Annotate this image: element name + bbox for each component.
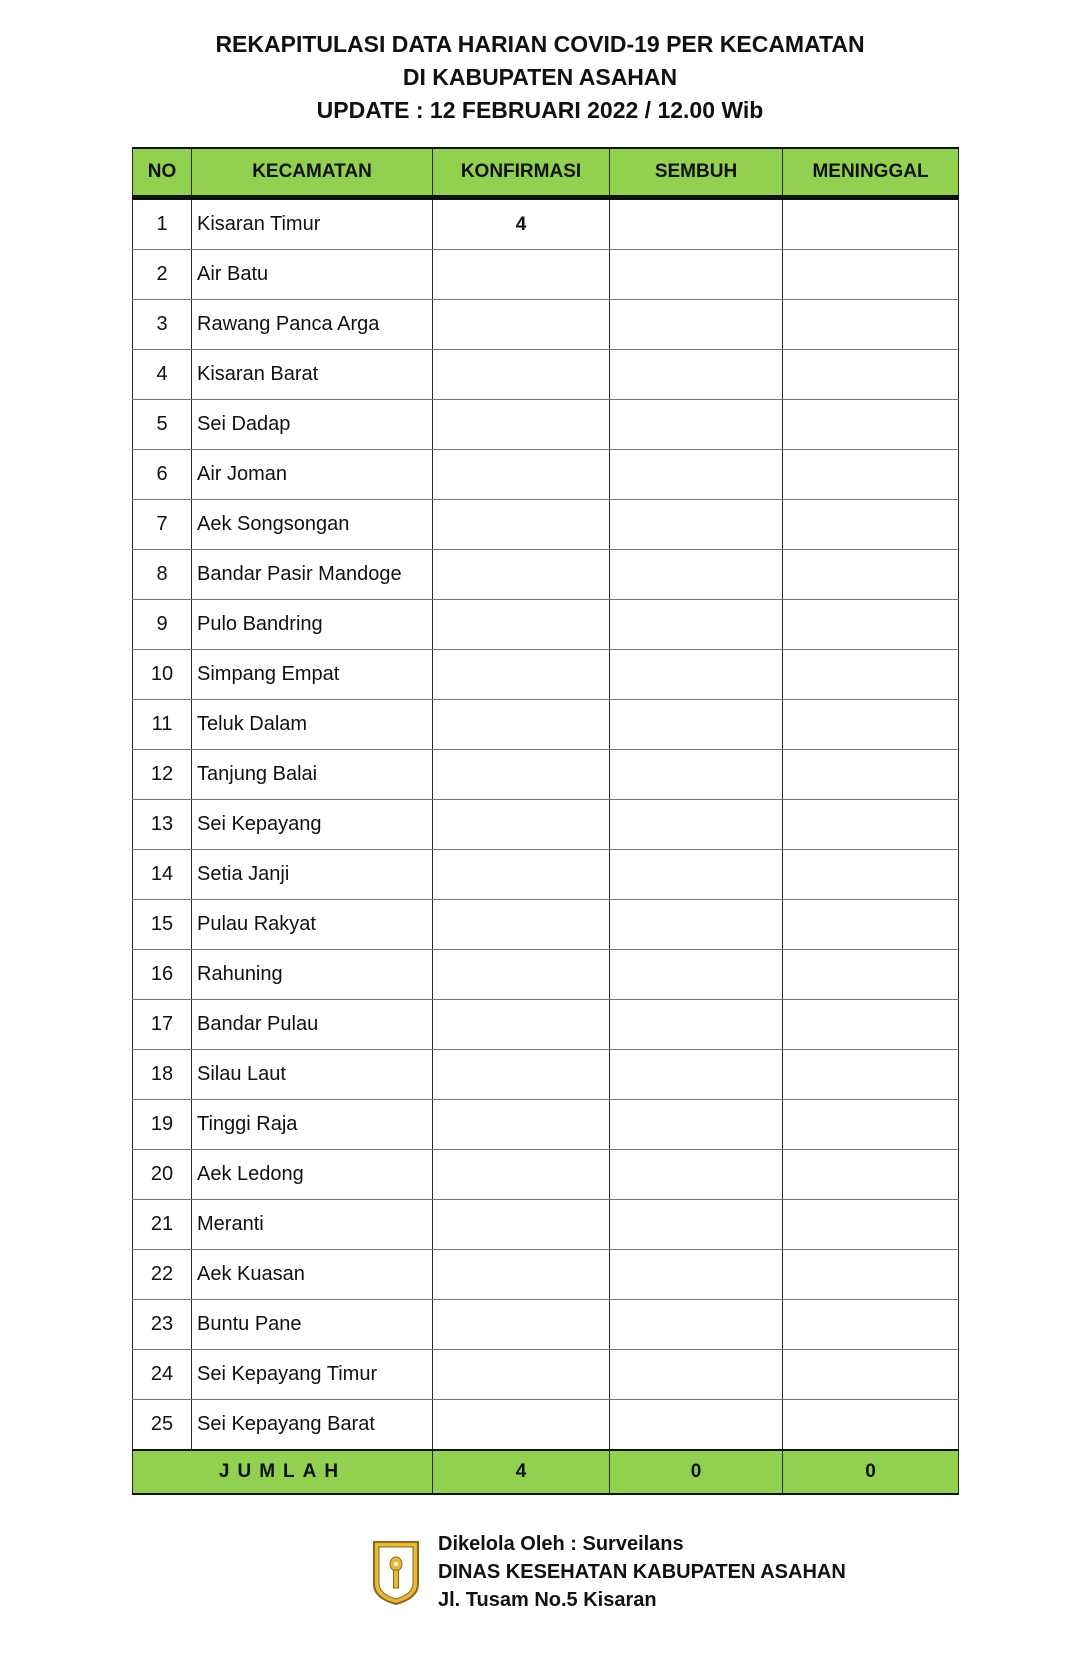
row-no: 17 bbox=[133, 1000, 192, 1050]
row-meninggal bbox=[783, 750, 959, 800]
footer bbox=[370, 1530, 930, 1620]
row-konfirmasi bbox=[433, 300, 610, 350]
row-meninggal bbox=[783, 700, 959, 750]
total-sembuh: 0 bbox=[610, 1450, 783, 1494]
row-konfirmasi bbox=[433, 550, 610, 600]
row-meninggal bbox=[783, 1200, 959, 1250]
row-no: 6 bbox=[133, 450, 192, 500]
row-sembuh bbox=[610, 800, 783, 850]
row-sembuh bbox=[610, 650, 783, 700]
table-row bbox=[133, 900, 959, 950]
row-konfirmasi bbox=[433, 900, 610, 950]
row-sembuh bbox=[610, 1200, 783, 1250]
table-row bbox=[133, 400, 959, 450]
row-meninggal bbox=[783, 500, 959, 550]
row-sembuh bbox=[610, 950, 783, 1000]
row-no: 1 bbox=[133, 198, 192, 250]
row-no: 11 bbox=[133, 700, 192, 750]
header-kecamatan: KECAMATAN bbox=[192, 148, 433, 198]
row-sembuh bbox=[610, 1400, 783, 1451]
header-konfirmasi: KONFIRMASI bbox=[433, 148, 610, 198]
row-konfirmasi bbox=[433, 1400, 610, 1451]
row-konfirmasi bbox=[433, 800, 610, 850]
title-line-2: DI KABUPATEN ASAHAN bbox=[402, 64, 678, 90]
total-label: JUMLAH bbox=[133, 1450, 433, 1494]
row-no: 25 bbox=[133, 1400, 192, 1451]
row-sembuh bbox=[610, 1100, 783, 1150]
row-meninggal bbox=[783, 300, 959, 350]
row-konfirmasi bbox=[433, 1200, 610, 1250]
total-konfirmasi: 4 bbox=[433, 1450, 610, 1494]
table-row bbox=[133, 650, 959, 700]
surveilans-epidemiologi-logo-icon bbox=[370, 1538, 422, 1606]
row-meninggal bbox=[783, 900, 959, 950]
row-konfirmasi bbox=[433, 1100, 610, 1150]
row-konfirmasi bbox=[433, 850, 610, 900]
row-kecamatan: Aek Kuasan bbox=[192, 1250, 433, 1300]
row-meninggal bbox=[783, 650, 959, 700]
table-row bbox=[133, 750, 959, 800]
footer-managed-by: Dikelola Oleh : Surveilans bbox=[438, 1533, 684, 1555]
row-no: 20 bbox=[133, 1150, 192, 1200]
row-meninggal bbox=[783, 400, 959, 450]
row-sembuh bbox=[610, 1000, 783, 1050]
row-kecamatan: Air Joman bbox=[192, 450, 433, 500]
row-sembuh bbox=[610, 500, 783, 550]
row-konfirmasi bbox=[433, 350, 610, 400]
row-kecamatan: Simpang Empat bbox=[192, 650, 433, 700]
row-no: 23 bbox=[133, 1300, 192, 1350]
table-row bbox=[133, 1050, 959, 1100]
row-konfirmasi bbox=[433, 1350, 610, 1400]
table-row bbox=[133, 1400, 959, 1451]
row-kecamatan: Aek Songsongan bbox=[192, 500, 433, 550]
row-konfirmasi bbox=[433, 1150, 610, 1200]
row-kecamatan: Air Batu bbox=[192, 250, 433, 300]
table-row bbox=[133, 850, 959, 900]
footer-address: Jl. Tusam No.5 Kisaran bbox=[438, 1589, 657, 1611]
row-sembuh bbox=[610, 700, 783, 750]
row-sembuh bbox=[610, 1250, 783, 1300]
row-kecamatan: Bandar Pulau bbox=[192, 1000, 433, 1050]
row-kecamatan: Tanjung Balai bbox=[192, 750, 433, 800]
table-row bbox=[133, 1200, 959, 1250]
row-konfirmasi bbox=[433, 1300, 610, 1350]
row-no: 4 bbox=[133, 350, 192, 400]
row-meninggal bbox=[783, 198, 959, 250]
row-sembuh bbox=[610, 450, 783, 500]
row-kecamatan: Kisaran Barat bbox=[192, 350, 433, 400]
row-meninggal bbox=[783, 1400, 959, 1451]
table-body bbox=[133, 198, 959, 1451]
header-sembuh: SEMBUH bbox=[610, 148, 783, 198]
row-meninggal bbox=[783, 550, 959, 600]
row-konfirmasi bbox=[433, 1050, 610, 1100]
table-row bbox=[133, 1000, 959, 1050]
row-sembuh bbox=[610, 1350, 783, 1400]
row-konfirmasi bbox=[433, 700, 610, 750]
row-no: 9 bbox=[133, 600, 192, 650]
row-kecamatan: Setia Janji bbox=[192, 850, 433, 900]
header-meninggal: MENINGGAL bbox=[783, 148, 959, 198]
table-total-row bbox=[133, 1450, 959, 1494]
row-sembuh bbox=[610, 550, 783, 600]
row-meninggal bbox=[783, 1350, 959, 1400]
row-kecamatan: Sei Dadap bbox=[192, 400, 433, 450]
row-konfirmasi bbox=[433, 1250, 610, 1300]
table-row bbox=[133, 250, 959, 300]
table-row bbox=[133, 1350, 959, 1400]
row-kecamatan: Aek Ledong bbox=[192, 1150, 433, 1200]
table-row bbox=[133, 450, 959, 500]
footer-agency: DINAS KESEHATAN KABUPATEN ASAHAN bbox=[438, 1561, 846, 1583]
row-konfirmasi bbox=[433, 250, 610, 300]
footer-text bbox=[438, 1530, 846, 1614]
table-row bbox=[133, 800, 959, 850]
row-sembuh bbox=[610, 1300, 783, 1350]
row-meninggal bbox=[783, 350, 959, 400]
row-kecamatan: Kisaran Timur bbox=[192, 198, 433, 250]
row-meninggal bbox=[783, 950, 959, 1000]
row-meninggal bbox=[783, 850, 959, 900]
row-konfirmasi: 4 bbox=[433, 198, 610, 250]
row-meninggal bbox=[783, 1000, 959, 1050]
title-line-1: REKAPITULASI DATA HARIAN COVID-19 PER KECAMATAN bbox=[215, 31, 865, 57]
row-no: 22 bbox=[133, 1250, 192, 1300]
row-no: 10 bbox=[133, 650, 192, 700]
row-kecamatan: Bandar Pasir Mandoge bbox=[192, 550, 433, 600]
row-no: 5 bbox=[133, 400, 192, 450]
row-konfirmasi bbox=[433, 600, 610, 650]
row-meninggal bbox=[783, 600, 959, 650]
table-row bbox=[133, 1150, 959, 1200]
row-no: 12 bbox=[133, 750, 192, 800]
row-konfirmasi bbox=[433, 650, 610, 700]
row-kecamatan: Sei Kepayang bbox=[192, 800, 433, 850]
row-sembuh bbox=[610, 900, 783, 950]
row-sembuh bbox=[610, 1050, 783, 1100]
row-kecamatan: Sei Kepayang Barat bbox=[192, 1400, 433, 1451]
row-kecamatan: Teluk Dalam bbox=[192, 700, 433, 750]
row-no: 24 bbox=[133, 1350, 192, 1400]
table-row bbox=[133, 300, 959, 350]
row-kecamatan: Pulau Rakyat bbox=[192, 900, 433, 950]
row-kecamatan: Buntu Pane bbox=[192, 1300, 433, 1350]
row-kecamatan: Silau Laut bbox=[192, 1050, 433, 1100]
table-row bbox=[133, 500, 959, 550]
row-no: 19 bbox=[133, 1100, 192, 1150]
row-konfirmasi bbox=[433, 750, 610, 800]
row-konfirmasi bbox=[433, 1000, 610, 1050]
row-no: 14 bbox=[133, 850, 192, 900]
row-meninggal bbox=[783, 250, 959, 300]
row-no: 18 bbox=[133, 1050, 192, 1100]
row-no: 21 bbox=[133, 1200, 192, 1250]
row-sembuh bbox=[610, 250, 783, 300]
table-row bbox=[133, 198, 959, 250]
row-kecamatan: Rahuning bbox=[192, 950, 433, 1000]
row-sembuh bbox=[610, 750, 783, 800]
document-title bbox=[0, 28, 1080, 127]
row-sembuh bbox=[610, 1150, 783, 1200]
table-row bbox=[133, 950, 959, 1000]
row-no: 16 bbox=[133, 950, 192, 1000]
title-line-3: UPDATE : 12 FEBRUARI 2022 / 12.00 Wib bbox=[316, 97, 764, 123]
row-sembuh bbox=[610, 400, 783, 450]
table-row bbox=[133, 1300, 959, 1350]
table-row bbox=[133, 700, 959, 750]
row-konfirmasi bbox=[433, 950, 610, 1000]
row-no: 7 bbox=[133, 500, 192, 550]
row-kecamatan: Tinggi Raja bbox=[192, 1100, 433, 1150]
table-row bbox=[133, 1250, 959, 1300]
row-meninggal bbox=[783, 1150, 959, 1200]
row-sembuh bbox=[610, 600, 783, 650]
row-konfirmasi bbox=[433, 500, 610, 550]
row-kecamatan: Meranti bbox=[192, 1200, 433, 1250]
row-sembuh bbox=[610, 350, 783, 400]
row-no: 3 bbox=[133, 300, 192, 350]
table-row bbox=[133, 350, 959, 400]
table-row bbox=[133, 600, 959, 650]
row-no: 13 bbox=[133, 800, 192, 850]
row-konfirmasi bbox=[433, 400, 610, 450]
row-meninggal bbox=[783, 450, 959, 500]
row-meninggal bbox=[783, 1300, 959, 1350]
row-no: 2 bbox=[133, 250, 192, 300]
table-row bbox=[133, 1100, 959, 1150]
row-kecamatan: Sei Kepayang Timur bbox=[192, 1350, 433, 1400]
row-meninggal bbox=[783, 1050, 959, 1100]
row-sembuh bbox=[610, 300, 783, 350]
row-meninggal bbox=[783, 800, 959, 850]
row-sembuh bbox=[610, 198, 783, 250]
row-kecamatan: Pulo Bandring bbox=[192, 600, 433, 650]
row-sembuh bbox=[610, 850, 783, 900]
covid-data-table bbox=[132, 147, 959, 1495]
table-header-row bbox=[133, 148, 959, 198]
table-row bbox=[133, 550, 959, 600]
row-konfirmasi bbox=[433, 450, 610, 500]
row-no: 8 bbox=[133, 550, 192, 600]
row-kecamatan: Rawang Panca Arga bbox=[192, 300, 433, 350]
row-no: 15 bbox=[133, 900, 192, 950]
total-meninggal: 0 bbox=[783, 1450, 959, 1494]
header-no: NO bbox=[133, 148, 192, 198]
row-meninggal bbox=[783, 1100, 959, 1150]
row-meninggal bbox=[783, 1250, 959, 1300]
